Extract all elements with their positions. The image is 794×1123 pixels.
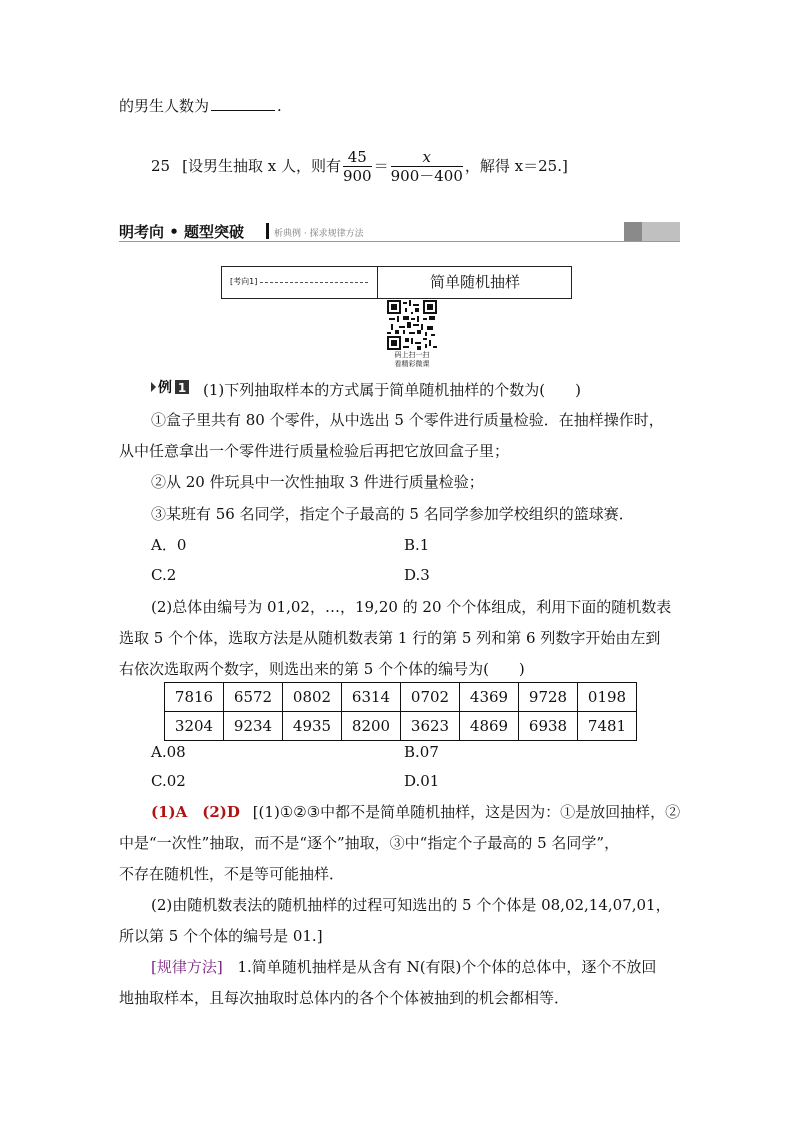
solution-answer: (1)A (2)D	[151, 803, 240, 821]
section-header	[119, 220, 680, 242]
item-1b: 从中任意拿出一个零件进行质量检验后再把它放回盒子里；	[119, 442, 510, 460]
table-cell: 6314	[342, 683, 401, 712]
fraction-denominator: 900－400	[390, 166, 463, 185]
table-cell: 0802	[283, 683, 342, 712]
qr-caption-line: 码上扫一扫	[394, 351, 430, 359]
topic-dash-line	[260, 282, 368, 283]
table-cell: 4869	[460, 712, 519, 741]
table-cell: 0198	[578, 683, 637, 712]
section-decor-dark	[624, 222, 642, 241]
table-cell: 9234	[224, 712, 283, 741]
table-cell: 8200	[342, 712, 401, 741]
item-2: ②从 20 件玩具中一次性抽取 3 件进行质量检验；	[151, 473, 484, 491]
answer-number: 25	[151, 157, 171, 175]
section-title: 明考向 • 题型突破	[119, 223, 245, 241]
random-number-table	[164, 682, 637, 741]
section-rule	[119, 241, 680, 242]
section-decor-light	[642, 222, 680, 241]
table-cell: 9728	[519, 683, 578, 712]
section-subtitle: 析典例 · 探求规律方法	[274, 229, 364, 239]
table-cell: 6572	[224, 683, 283, 712]
example-number: 1	[177, 381, 187, 395]
question-1-text: (1)下列抽取样本的方式属于简单随机抽样的个数为( )	[203, 380, 581, 399]
method-line-1	[151, 957, 656, 977]
table-cell: 4935	[283, 712, 342, 741]
question-2-line-1: (2)总体由编号为 01,02，…，19,20 的 20 个个体组成，利用下面的随机数表	[151, 598, 672, 616]
period: .	[277, 97, 282, 115]
table-cell: 3623	[401, 712, 460, 741]
table-cell: 7816	[165, 683, 224, 712]
topic-tag: [考向1]	[230, 277, 258, 286]
table-cell: 4369	[460, 683, 519, 712]
table-cell: 0702	[401, 683, 460, 712]
option-c: C.02	[151, 772, 186, 790]
solution-line-4: (2)由随机数表法的随机抽样的过程可知选出的 5 个个体是 08,02,14,07,01，	[151, 896, 671, 914]
fraction-x	[391, 148, 463, 185]
option-d: D.01	[404, 772, 440, 790]
item-1a: ①盒子里共有 80 个零件，从中选出 5 个零件进行质量检验．在抽样操作时，	[151, 411, 664, 429]
topic-tag-cell	[222, 267, 378, 298]
option-d: D.3	[404, 566, 430, 584]
option-a: A.08	[151, 743, 186, 761]
answer-blank	[211, 96, 275, 111]
example-question-1	[151, 378, 581, 401]
section-divider	[266, 223, 269, 239]
solution-line-5: 所以第 5 个个体的编号是 01.]	[119, 927, 323, 945]
option-a: A．0	[151, 536, 187, 554]
table-cell: 3204	[165, 712, 224, 741]
question-tail-text: 的男生人数为	[119, 97, 210, 115]
qr-code-icon[interactable]	[387, 300, 437, 350]
topic-box	[221, 266, 572, 299]
question-2-line-2: 选取 5 个个体，选取方法是从随机数表第 1 行的第 5 列和第 6 列数字开始由左到	[119, 629, 661, 647]
qr-caption-line: 看精彩微课	[394, 360, 430, 368]
method-text: 1.简单随机抽样是从含有 N(有限)个个体的总体中，逐个不放回	[237, 958, 657, 976]
solution-line-2: 中是“一次性”抽取，而不是“逐个”抽取，③中“指定个子最高的 5 名同学”，	[119, 834, 620, 852]
table-cell: 7481	[578, 712, 637, 741]
equals-sign: ＝	[373, 157, 389, 175]
answer-suffix: ，解得 x＝25.]	[464, 157, 568, 175]
option-b: B.07	[404, 743, 439, 761]
qr-caption	[380, 351, 444, 369]
option-c: C.2	[151, 566, 177, 584]
table-row	[165, 712, 637, 741]
fraction-45-900	[343, 148, 372, 185]
question-2-line-3: 右依次选取两个数字，则选出来的第 5 个个体的编号为( )	[119, 660, 525, 678]
option-b: B.1	[404, 536, 430, 554]
solution-line-3: 不存在随机性，不是等可能抽样．	[119, 865, 345, 883]
fraction-numerator: x	[391, 148, 463, 167]
example-tag	[151, 378, 201, 401]
example-tag-label: 例	[158, 380, 172, 396]
method-label: [规律方法]	[151, 958, 223, 976]
fraction-numerator: 45	[343, 148, 372, 167]
table-cell: 6938	[519, 712, 578, 741]
topic-title: 简单随机抽样	[429, 273, 520, 291]
question-tail	[119, 96, 282, 116]
fraction-denominator: 900	[342, 166, 372, 185]
table-row	[165, 683, 637, 712]
solution-line-1	[151, 802, 680, 822]
answer-line	[151, 148, 568, 184]
answer-prefix: [设男生抽取 x 人，则有	[182, 157, 341, 175]
method-line-2: 地抽取样本，且每次抽取时总体内的各个个体被抽到的机会都相等．	[119, 989, 570, 1007]
item-3: ③某班有 56 名同学，指定个子最高的 5 名同学参加学校组织的篮球赛．	[151, 505, 634, 523]
solution-text: [(1)①②③中都不是简单随机抽样，这是因为：①是放回抽样，②	[252, 803, 681, 821]
